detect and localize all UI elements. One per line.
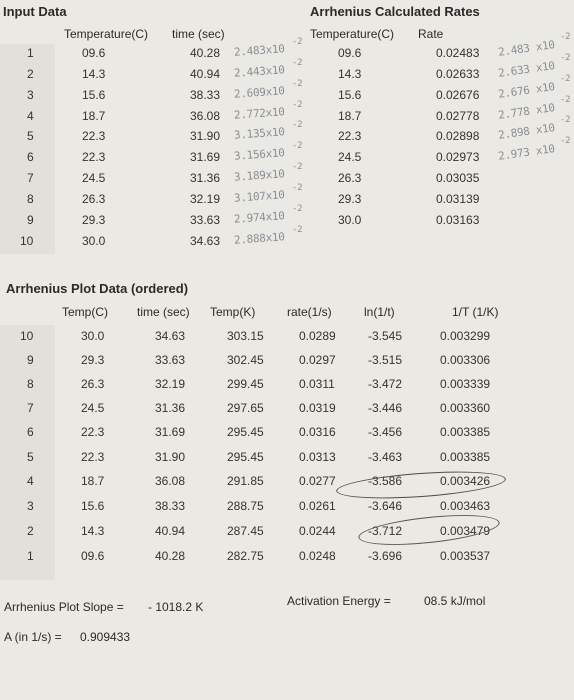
plot-column-header: 1/T (1/K) bbox=[452, 305, 499, 319]
rates-temp-cell: 26.3 bbox=[338, 171, 362, 185]
input-temp-cell: 22.3 bbox=[82, 150, 106, 164]
plot-cell-r: 0.0311 bbox=[299, 377, 335, 391]
row-number: 7 bbox=[27, 401, 34, 415]
plot-cell-c: 24.5 bbox=[81, 401, 105, 415]
rates-temp-cell: 30.0 bbox=[338, 213, 362, 227]
plot-cell-inv: 0.003306 bbox=[440, 353, 491, 367]
plot-cell-t: 38.33 bbox=[155, 499, 186, 513]
plot-cell-k: 302.45 bbox=[227, 353, 264, 367]
handwritten-exponent: -2 bbox=[292, 162, 303, 172]
plot-cell-r: 0.0319 bbox=[299, 401, 336, 415]
row-number: 8 bbox=[27, 377, 34, 391]
plot-cell-k: 297.65 bbox=[227, 401, 264, 415]
handwritten-exponent: -2 bbox=[292, 183, 303, 193]
activation-energy-value: 08.5 kJ/mol bbox=[424, 594, 486, 608]
plot-cell-c: 26.3 bbox=[81, 377, 105, 391]
plot-cell-ln: -3.586 bbox=[368, 474, 403, 488]
handwritten-note: 2.888x10 bbox=[233, 230, 285, 247]
plot-cell-c: 30.0 bbox=[81, 329, 105, 343]
row-number: 9 bbox=[27, 353, 34, 367]
row-number: 10 bbox=[20, 329, 34, 343]
plot-cell-r: 0.0316 bbox=[299, 425, 336, 439]
input-temp-cell: 26.3 bbox=[82, 192, 106, 206]
plot-cell-c: 15.6 bbox=[81, 499, 105, 513]
rates-rate-cell: 0.03139 bbox=[436, 192, 480, 206]
rates-col-rate: Rate bbox=[418, 27, 444, 41]
rates-rate-cell: 0.02676 bbox=[436, 88, 480, 102]
rates-rate-cell: 0.03035 bbox=[436, 171, 480, 185]
plot-cell-inv: 0.003360 bbox=[440, 401, 491, 415]
handwritten-note: 3.189x10 bbox=[233, 167, 285, 184]
plot-cell-k: 295.45 bbox=[227, 450, 264, 464]
handwritten-exponent: -2 bbox=[292, 141, 303, 151]
rates-temp-cell: 14.3 bbox=[338, 67, 362, 81]
row-number: 5 bbox=[27, 450, 34, 464]
row-number: 8 bbox=[27, 192, 34, 206]
plot-data-title: Arrhenius Plot Data (ordered) bbox=[6, 281, 189, 296]
handwritten-note: 2.973 x10 bbox=[497, 142, 556, 163]
plot-cell-r: 0.0289 bbox=[299, 329, 336, 343]
handwritten-exponent: -2 bbox=[292, 120, 303, 130]
plot-cell-c: 14.3 bbox=[81, 524, 105, 538]
rates-rate-cell: 0.02973 bbox=[436, 150, 480, 164]
plot-cell-ln: -3.545 bbox=[368, 329, 403, 343]
plot-cell-k: 303.15 bbox=[227, 329, 264, 343]
plot-column-header: rate(1/s) bbox=[287, 305, 332, 319]
plot-cell-ln: -3.456 bbox=[368, 425, 403, 439]
input-data-title: Input Data bbox=[3, 4, 67, 19]
handwritten-note: 3.107x10 bbox=[233, 188, 285, 205]
plot-cell-r: 0.0297 bbox=[299, 353, 336, 367]
plot-cell-inv: 0.003339 bbox=[440, 377, 491, 391]
rates-col-temp: Temperature(C) bbox=[310, 27, 395, 41]
handwritten-exponent: -2 bbox=[560, 95, 571, 105]
rates-temp-cell: 24.5 bbox=[338, 150, 362, 164]
plot-cell-c: 29.3 bbox=[81, 353, 105, 367]
row-number: 4 bbox=[27, 109, 34, 123]
plot-cell-t: 31.36 bbox=[155, 401, 186, 415]
plot-cell-ln: -3.696 bbox=[368, 549, 403, 563]
plot-cell-ln: -3.472 bbox=[368, 377, 403, 391]
plot-cell-ln: -3.446 bbox=[368, 401, 403, 415]
plot-cell-t: 33.63 bbox=[155, 353, 186, 367]
input-temp-cell: 09.6 bbox=[82, 46, 106, 60]
handwritten-exponent: -2 bbox=[560, 32, 571, 42]
input-time-cell: 31.36 bbox=[190, 171, 221, 185]
plot-column-header: time (sec) bbox=[137, 305, 190, 319]
plot-cell-inv: 0.003426 bbox=[440, 474, 491, 488]
a-label: A (in 1/s) = bbox=[4, 630, 62, 644]
row-number: 2 bbox=[27, 524, 34, 538]
plot-cell-t: 31.69 bbox=[155, 425, 186, 439]
plot-cell-c: 22.3 bbox=[81, 450, 105, 464]
plot-cell-t: 32.19 bbox=[155, 377, 186, 391]
rates-rate-cell: 0.02898 bbox=[436, 129, 480, 143]
plot-cell-t: 40.94 bbox=[155, 524, 186, 538]
row-number: 1 bbox=[27, 46, 34, 60]
plot-cell-ln: -3.646 bbox=[368, 499, 403, 513]
rates-rate-cell: 0.03163 bbox=[436, 213, 480, 227]
plot-cell-k: 295.45 bbox=[227, 425, 264, 439]
rates-rate-cell: 0.02633 bbox=[436, 67, 480, 81]
input-time-cell: 38.33 bbox=[190, 88, 221, 102]
handwritten-note: 3.135x10 bbox=[233, 125, 285, 142]
handwritten-exponent: -2 bbox=[560, 136, 571, 146]
row-number: 6 bbox=[27, 425, 34, 439]
plot-cell-inv: 0.003385 bbox=[440, 425, 491, 439]
plot-cell-k: 299.45 bbox=[227, 377, 264, 391]
handwritten-exponent: -2 bbox=[292, 204, 303, 214]
plot-cell-c: 22.3 bbox=[81, 425, 105, 439]
row-number: 3 bbox=[27, 499, 34, 513]
plot-cell-c: 09.6 bbox=[81, 549, 105, 563]
plot-cell-r: 0.0248 bbox=[299, 549, 336, 563]
handwritten-note: 2.443x10 bbox=[233, 63, 285, 80]
rates-rate-cell: 0.02778 bbox=[436, 109, 480, 123]
plot-cell-ln: -3.712 bbox=[368, 524, 403, 538]
plot-cell-c: 18.7 bbox=[81, 474, 105, 488]
plot-cell-k: 288.75 bbox=[227, 499, 264, 513]
plot-cell-r: 0.0261 bbox=[299, 499, 336, 513]
plot-cell-inv: 0.003463 bbox=[440, 499, 491, 513]
rates-temp-cell: 15.6 bbox=[338, 88, 362, 102]
plot-cell-t: 34.63 bbox=[155, 329, 186, 343]
handwritten-exponent: -2 bbox=[292, 79, 303, 89]
handwritten-exponent: -2 bbox=[292, 37, 303, 47]
plot-cell-ln: -3.515 bbox=[368, 353, 403, 367]
plot-cell-r: 0.0244 bbox=[299, 524, 336, 538]
row-number: 7 bbox=[27, 171, 34, 185]
plot-cell-inv: 0.003537 bbox=[440, 549, 491, 563]
input-temp-cell: 14.3 bbox=[82, 67, 106, 81]
input-temp-cell: 22.3 bbox=[82, 129, 106, 143]
plot-cell-inv: 0.003385 bbox=[440, 450, 491, 464]
plot-cell-inv: 0.003479 bbox=[440, 524, 491, 538]
highlight-oval bbox=[357, 510, 501, 551]
input-time-cell: 36.08 bbox=[190, 109, 221, 123]
handwritten-note: 2.483 x10 bbox=[497, 38, 556, 59]
input-time-cell: 31.90 bbox=[190, 129, 221, 143]
rates-title: Arrhenius Calculated Rates bbox=[310, 4, 480, 19]
handwritten-exponent: -2 bbox=[292, 100, 303, 110]
input-time-cell: 34.63 bbox=[190, 234, 221, 248]
plot-column-header: Temp(C) bbox=[62, 305, 109, 319]
input-time-cell: 40.28 bbox=[190, 46, 221, 60]
handwritten-exponent: -2 bbox=[560, 74, 571, 84]
input-col-temp: Temperature(C) bbox=[64, 27, 149, 41]
plot-cell-ln: -3.463 bbox=[368, 450, 403, 464]
plot-cell-inv: 0.003299 bbox=[440, 329, 491, 343]
plot-cell-t: 36.08 bbox=[155, 474, 186, 488]
handwritten-note: 3.156x10 bbox=[233, 146, 285, 163]
row-number: 2 bbox=[27, 67, 34, 81]
row-number: 1 bbox=[27, 549, 34, 563]
plot-cell-t: 31.90 bbox=[155, 450, 186, 464]
row-number: 10 bbox=[20, 234, 34, 248]
input-time-cell: 32.19 bbox=[190, 192, 221, 206]
handwritten-exponent: -2 bbox=[292, 225, 303, 235]
input-time-cell: 33.63 bbox=[190, 213, 221, 227]
row-number: 4 bbox=[27, 474, 34, 488]
plot-cell-k: 291.85 bbox=[227, 474, 264, 488]
input-temp-cell: 18.7 bbox=[82, 109, 106, 123]
row-number: 6 bbox=[27, 150, 34, 164]
plot-cell-r: 0.0277 bbox=[299, 474, 336, 488]
highlight-oval bbox=[335, 467, 506, 503]
row-number: 3 bbox=[27, 88, 34, 102]
slope-value: - 1018.2 K bbox=[148, 600, 204, 614]
rates-temp-cell: 18.7 bbox=[338, 109, 362, 123]
handwritten-exponent: -2 bbox=[292, 58, 303, 68]
plot-cell-t: 40.28 bbox=[155, 549, 186, 563]
handwritten-note: 2.898 x10 bbox=[497, 121, 556, 142]
plot-column-header: Temp(K) bbox=[210, 305, 256, 319]
rates-temp-cell: 29.3 bbox=[338, 192, 362, 206]
plot-cell-k: 282.75 bbox=[227, 549, 264, 563]
rates-temp-cell: 09.6 bbox=[338, 46, 362, 60]
rates-temp-cell: 22.3 bbox=[338, 129, 362, 143]
handwritten-exponent: -2 bbox=[560, 115, 571, 125]
handwritten-note: 2.772x10 bbox=[233, 105, 285, 122]
handwritten-exponent: -2 bbox=[560, 53, 571, 63]
plot-cell-k: 287.45 bbox=[227, 524, 264, 538]
input-temp-cell: 29.3 bbox=[82, 213, 106, 227]
input-time-cell: 40.94 bbox=[190, 67, 221, 81]
slope-label: Arrhenius Plot Slope = bbox=[4, 600, 124, 614]
handwritten-note: 2.676 x10 bbox=[497, 80, 556, 101]
row-number: 5 bbox=[27, 129, 34, 143]
plot-cell-r: 0.0313 bbox=[299, 450, 336, 464]
input-temp-cell: 30.0 bbox=[82, 234, 106, 248]
handwritten-note: 2.609x10 bbox=[233, 84, 285, 101]
input-time-cell: 31.69 bbox=[190, 150, 221, 164]
handwritten-note: 2.483x10 bbox=[233, 42, 285, 59]
plot-column-header: ln(1/t) bbox=[364, 305, 395, 319]
rates-rate-cell: 0.02483 bbox=[436, 46, 480, 60]
input-col-time: time (sec) bbox=[172, 27, 225, 41]
handwritten-note: 2.974x10 bbox=[233, 209, 285, 226]
activation-energy-label: Activation Energy = bbox=[287, 594, 391, 608]
handwritten-note: 2.778 x10 bbox=[497, 101, 556, 122]
row-number: 9 bbox=[27, 213, 34, 227]
input-temp-cell: 24.5 bbox=[82, 171, 106, 185]
input-temp-cell: 15.6 bbox=[82, 88, 106, 102]
handwritten-note: 2.633 x10 bbox=[497, 59, 556, 80]
a-value: 0.909433 bbox=[80, 630, 131, 644]
